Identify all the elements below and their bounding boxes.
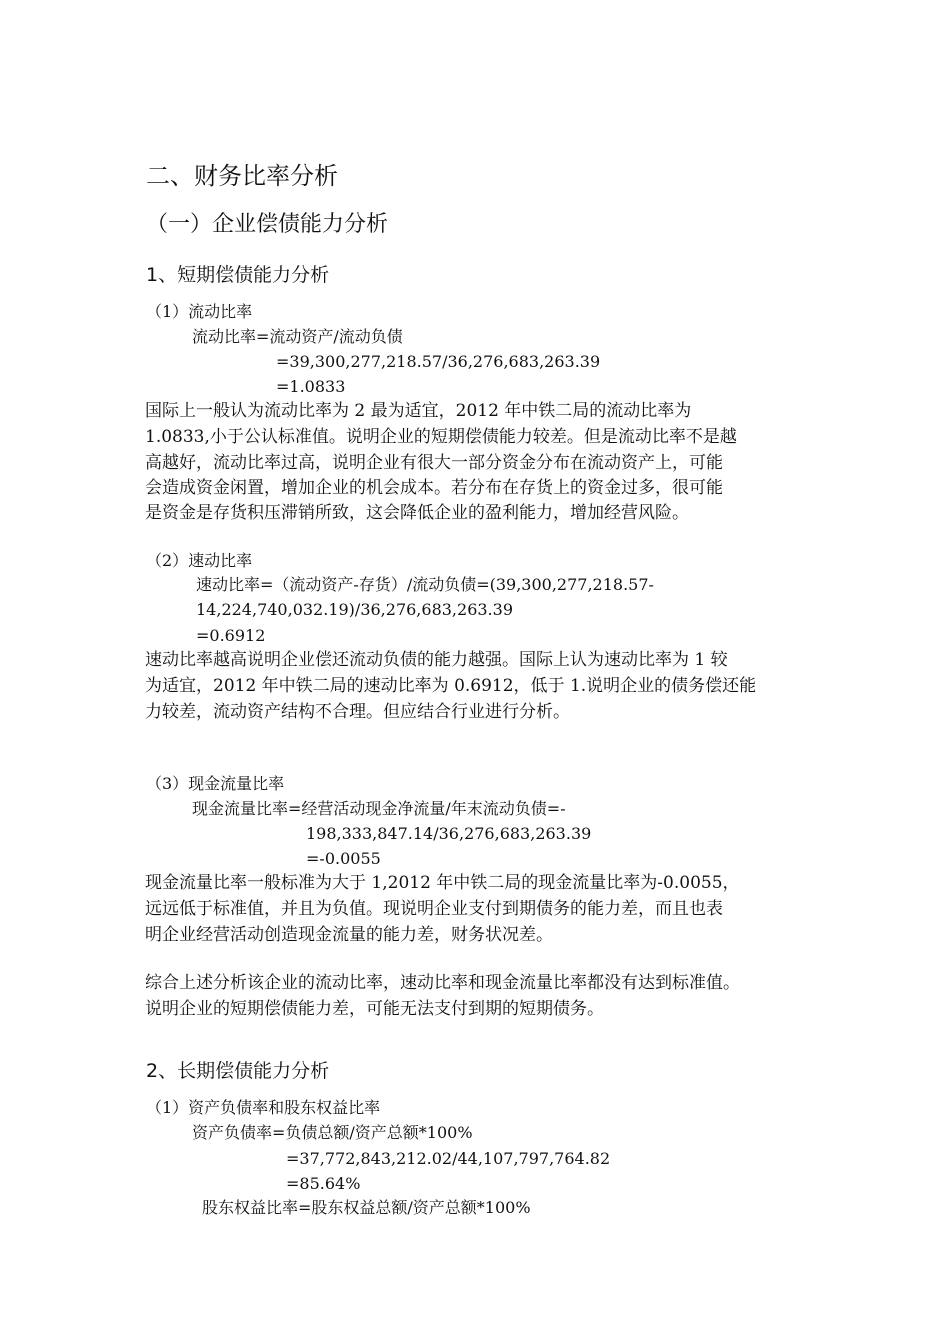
long-term-heading: 2、长期偿债能力分析	[146, 1060, 330, 1082]
paragraph-line: 高越好，流动比率过高，说明企业有很大一部分资金分布在流动资产上，可能	[145, 453, 723, 473]
quick-ratio-formula: 速动比率=（流动资产-存货）/流动负债=(39,300,277,218.57-	[196, 575, 654, 594]
current-ratio-subheading: （1）流动比率	[146, 302, 253, 321]
debt-ratio-calc: =37,772,843,212.02/44,107,797,764.82	[286, 1149, 611, 1168]
current-ratio-result: =1.0833	[276, 377, 346, 396]
quick-ratio-result: =0.6912	[196, 626, 266, 645]
summary-line: 说明企业的短期偿债能力差，可能无法支付到期的短期债务。	[145, 999, 604, 1019]
paragraph-line: 力较差，流动资产结构不合理。但应结合行业进行分析。	[145, 702, 570, 722]
section-heading: （一）企业偿债能力分析	[146, 212, 389, 237]
paragraph-line: 现金流量比率一般标准为大于 1,2012 年中铁二局的现金流量比率为-0.0055，	[145, 873, 740, 893]
cash-flow-ratio-formula: 现金流量比率=经营活动现金净流量/年末流动负债=-	[192, 799, 566, 818]
paragraph-line: 速动比率越高说明企业偿还流动负债的能力越强。国际上认为速动比率为 1 较	[145, 650, 728, 670]
cash-flow-ratio-subheading: （3）现金流量比率	[146, 774, 285, 793]
paragraph-line: 会造成资金闲置，增加企业的机会成本。若分布在存货上的资金过多，很可能	[145, 478, 723, 498]
paragraph-line: 是资金是存货积压滞销所致，这会降低企业的盈利能力，增加经营风险。	[145, 503, 689, 523]
current-ratio-calc: =39,300,277,218.57/36,276,683,263.39	[276, 352, 601, 371]
cash-flow-ratio-result: =-0.0055	[306, 849, 381, 868]
paragraph-line: 为适宜，2012 年中铁二局的速动比率为 0.6912，低于 1.说明企业的债务偿还能	[145, 676, 757, 696]
cash-flow-ratio-calc: 198,333,847.14/36,276,683,263.39	[306, 824, 592, 843]
debt-ratio-formula: 资产负债率=负债总额/资产总额*100%	[192, 1123, 473, 1142]
paragraph-line: 远远低于标准值，并且为负值。现说明企业支付到期债务的能力差，而且也表	[145, 899, 723, 919]
quick-ratio-subheading: （2）速动比率	[146, 551, 253, 570]
quick-ratio-formula-cont: 14,224,740,032.19)/36,276,683,263.39	[196, 600, 513, 619]
current-ratio-formula: 流动比率=流动资产/流动负债	[192, 327, 403, 346]
debt-ratio-subheading: （1）资产负债率和股东权益比率	[146, 1098, 381, 1117]
paragraph-line: 国际上一般认为流动比率为 2 最为适宜，2012 年中铁二局的流动比率为	[145, 401, 692, 421]
page-heading: 二、财务比率分析	[146, 162, 338, 190]
equity-ratio-formula: 股东权益比率=股东权益总额/资产总额*100%	[202, 1198, 531, 1217]
paragraph-line: 明企业经营活动创造现金流量的能力差，财务状况差。	[145, 925, 553, 945]
summary-line: 综合上述分析该企业的流动比率，速动比率和现金流量比率都没有达到标准值。	[145, 973, 740, 993]
debt-ratio-result: =85.64%	[286, 1174, 361, 1193]
paragraph-line: 1.0833,小于公认标准值。说明企业的短期偿债能力较差。但是流动比率不是越	[145, 427, 737, 447]
short-term-heading: 1、短期偿债能力分析	[146, 264, 330, 286]
